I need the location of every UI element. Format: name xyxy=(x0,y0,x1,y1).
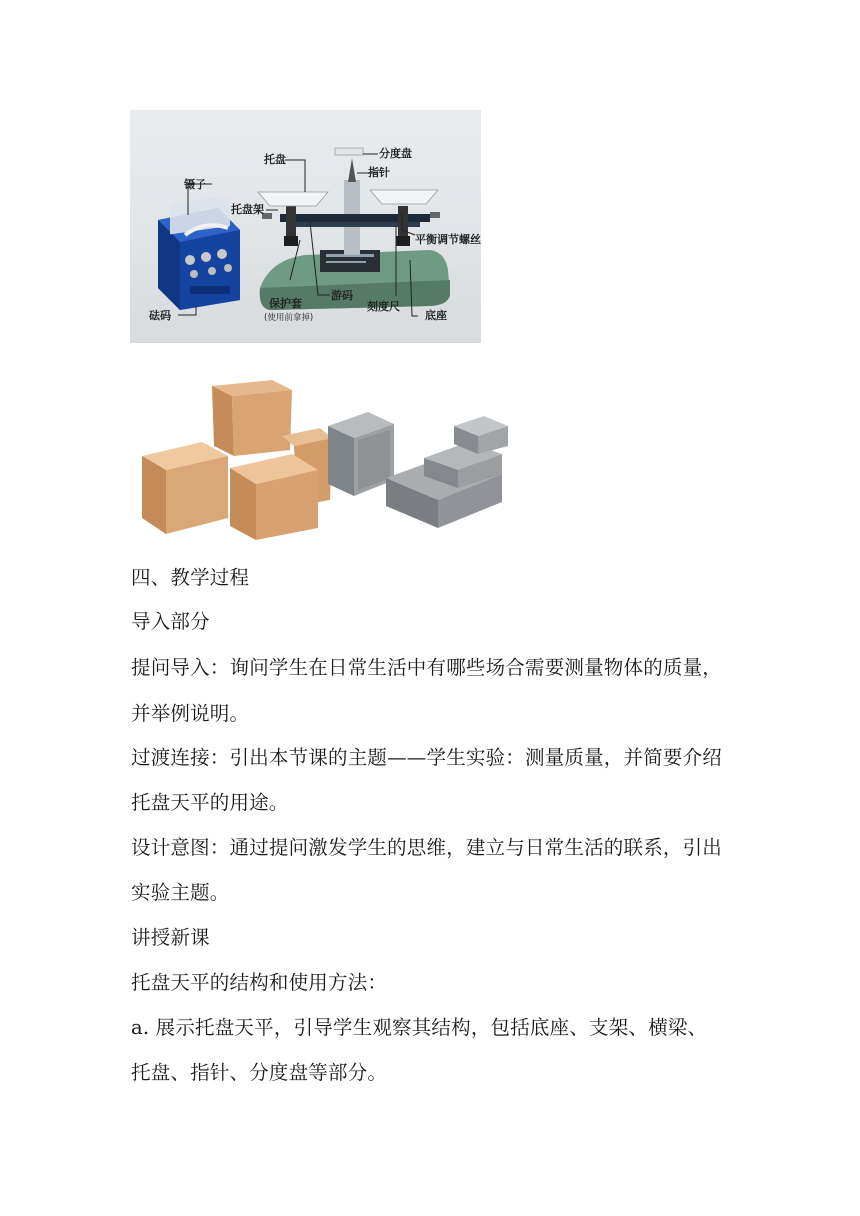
wooden-cubes xyxy=(142,380,332,540)
weight-box xyxy=(158,196,240,310)
label-tray-holder: 托盘架 xyxy=(231,203,264,216)
cubes-image xyxy=(132,368,512,552)
design-text-line1: 设计意图：通过提问激发学生的思维，建立与日常生活的联系，引出 xyxy=(131,836,723,859)
structure-heading: 托盘天平的结构和使用方法： xyxy=(131,971,388,994)
label-tweezers: 镊子 xyxy=(184,178,206,191)
label-protector: 保护套 xyxy=(269,297,302,310)
new-lesson-heading: 讲授新课 xyxy=(131,926,210,949)
question-text-line2: 并举例说明。 xyxy=(131,702,250,725)
label-scale: 刻度尺 xyxy=(367,300,400,313)
design-text-line2: 实验主题。 xyxy=(131,881,230,904)
label-tray: 托盘 xyxy=(264,153,286,166)
cubes-illustration xyxy=(132,368,512,552)
item-a-line2: 托盘、指针、分度盘等部分。 xyxy=(131,1061,388,1084)
label-dial: 分度盘 xyxy=(379,147,412,160)
label-balance-screw: 平衡调节螺丝 xyxy=(415,233,481,246)
label-base: 底座 xyxy=(425,309,447,322)
label-protector-note: (使用前拿掉) xyxy=(264,313,314,323)
section-heading: 四、教学过程 xyxy=(131,566,250,589)
transition-text-line1: 过渡连接：引出本节课的主题——学生实验：测量质量，并简要介绍 xyxy=(131,746,723,769)
label-pointer: 指针 xyxy=(368,166,390,179)
transition-text-line2: 托盘天平的用途。 xyxy=(131,791,289,814)
label-rider: 游码 xyxy=(331,289,353,302)
item-a-line1: a. 展示托盘天平，引导学生观察其结构，包括底座、支架、横梁、 xyxy=(131,1016,708,1039)
intro-heading: 导入部分 xyxy=(131,610,210,633)
balance-diagram-image xyxy=(130,110,481,343)
question-text-line1: 提问导入：询问学生在日常生活中有哪些场合需要测量物体的质量， xyxy=(131,656,723,679)
metal-blocks xyxy=(328,412,508,528)
label-weights: 砝码 xyxy=(149,309,171,322)
